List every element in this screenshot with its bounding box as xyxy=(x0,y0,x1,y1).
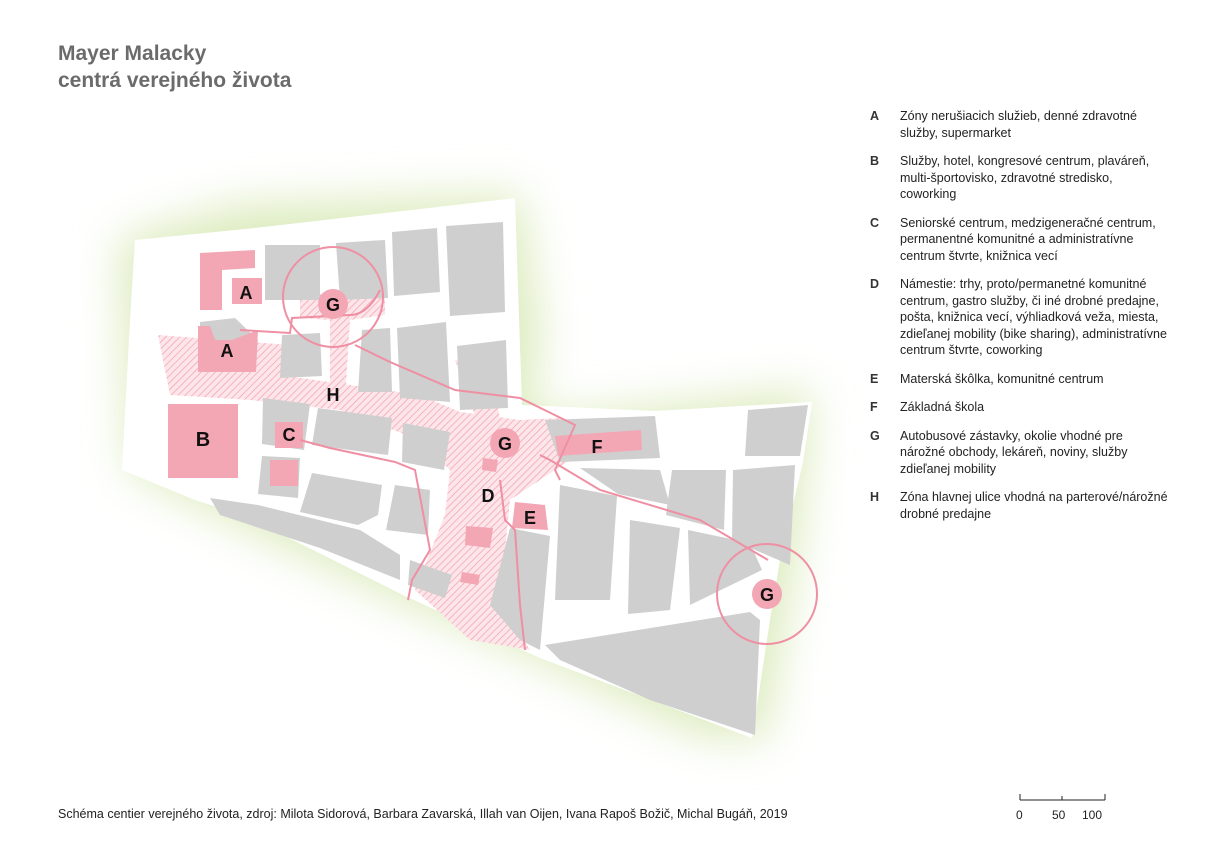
legend-item-c xyxy=(870,215,1170,265)
marker-g-upper: G xyxy=(325,295,341,315)
block xyxy=(555,485,617,600)
marker-e: E xyxy=(523,508,537,528)
block xyxy=(280,333,322,378)
legend-key: G xyxy=(870,428,880,443)
legend-item-f xyxy=(870,399,1170,416)
title-line-2: centrá verejného života xyxy=(58,69,292,92)
legend-key: E xyxy=(870,371,879,386)
legend-key: C xyxy=(870,215,880,230)
legend-text: Autobusové zástavky, okolie vhodné pre nárožné obchody, lekáreň, noviny, služby zdieľanej mobility xyxy=(900,428,1128,476)
legend-key: H xyxy=(870,490,880,504)
title-line-1: Mayer Malacky xyxy=(58,42,207,65)
legend-text: Zóna hlavnej ulice vhodná na parterové/nárožné drobné predajne xyxy=(900,490,1168,521)
zone-d1 xyxy=(465,526,493,548)
legend-key: B xyxy=(870,154,880,168)
marker-g-right: G xyxy=(759,585,775,605)
marker-f: F xyxy=(591,437,603,457)
legend-text: Námestie: trhy, proto/permanetné komunitné centrum, gastro služby, či iné drobné predajne, pošta, knižnica vecí, výhliadková veža, miesta, zdieľanej mobility (bike sharing), administratívne centrum štvrte, coworking xyxy=(900,277,1167,357)
legend-item-a xyxy=(870,108,1170,141)
marker-b: B xyxy=(195,429,211,451)
zone-d2 xyxy=(482,458,498,472)
legend-text: Základná škola xyxy=(900,400,985,414)
legend-item-e xyxy=(870,371,1170,388)
marker-a-lower: A xyxy=(220,341,234,361)
marker-d: D xyxy=(481,486,495,506)
legend-text: Služby, hotel, kongresové centrum, plaváreň, multi-športovisko, zdravotné stredisko, coworking xyxy=(900,154,1150,201)
source-caption: Schéma centier verejného života, zdroj: Milota Sidorová, Barbara Zavarská, Illah van Oijen, Ivana Rapoš Božič, Michal Bugáň, 2019 xyxy=(58,807,788,821)
block xyxy=(745,405,808,456)
legend-item-b xyxy=(870,153,1170,203)
legend-text: Zóny nerušiacich služieb, denné zdravotné služby, supermarket xyxy=(900,109,1137,140)
block xyxy=(457,340,508,410)
scale-label-100: 100 xyxy=(1082,808,1103,822)
legend-text: Seniorské centrum, medzigeneračné centrum, permanentné komunitné a administratívne centrum štvrte, knižnica vecí xyxy=(900,215,1156,263)
marker-g-center: G xyxy=(497,434,513,454)
block xyxy=(392,228,440,296)
scale-bar-line xyxy=(1015,788,1115,808)
scale-label-0: 0 xyxy=(1016,808,1023,822)
legend xyxy=(870,108,1170,534)
marker-c: C xyxy=(282,425,296,445)
zone-c2 xyxy=(270,460,298,486)
legend-item-d xyxy=(870,276,1170,359)
legend-key: F xyxy=(870,400,878,414)
legend-item-h xyxy=(870,489,1170,522)
block xyxy=(446,222,505,316)
scale-bar xyxy=(1015,788,1115,828)
marker-h: H xyxy=(326,385,340,405)
legend-text: Materská škôlka, komunitné centrum xyxy=(900,371,1104,386)
marker-a-upper: A xyxy=(239,283,253,303)
legend-key: D xyxy=(870,277,880,291)
legend-key: A xyxy=(870,109,880,123)
legend-item-g xyxy=(870,428,1170,478)
scale-label-50: 50 xyxy=(1052,808,1066,822)
block xyxy=(265,245,320,300)
block xyxy=(397,322,450,402)
